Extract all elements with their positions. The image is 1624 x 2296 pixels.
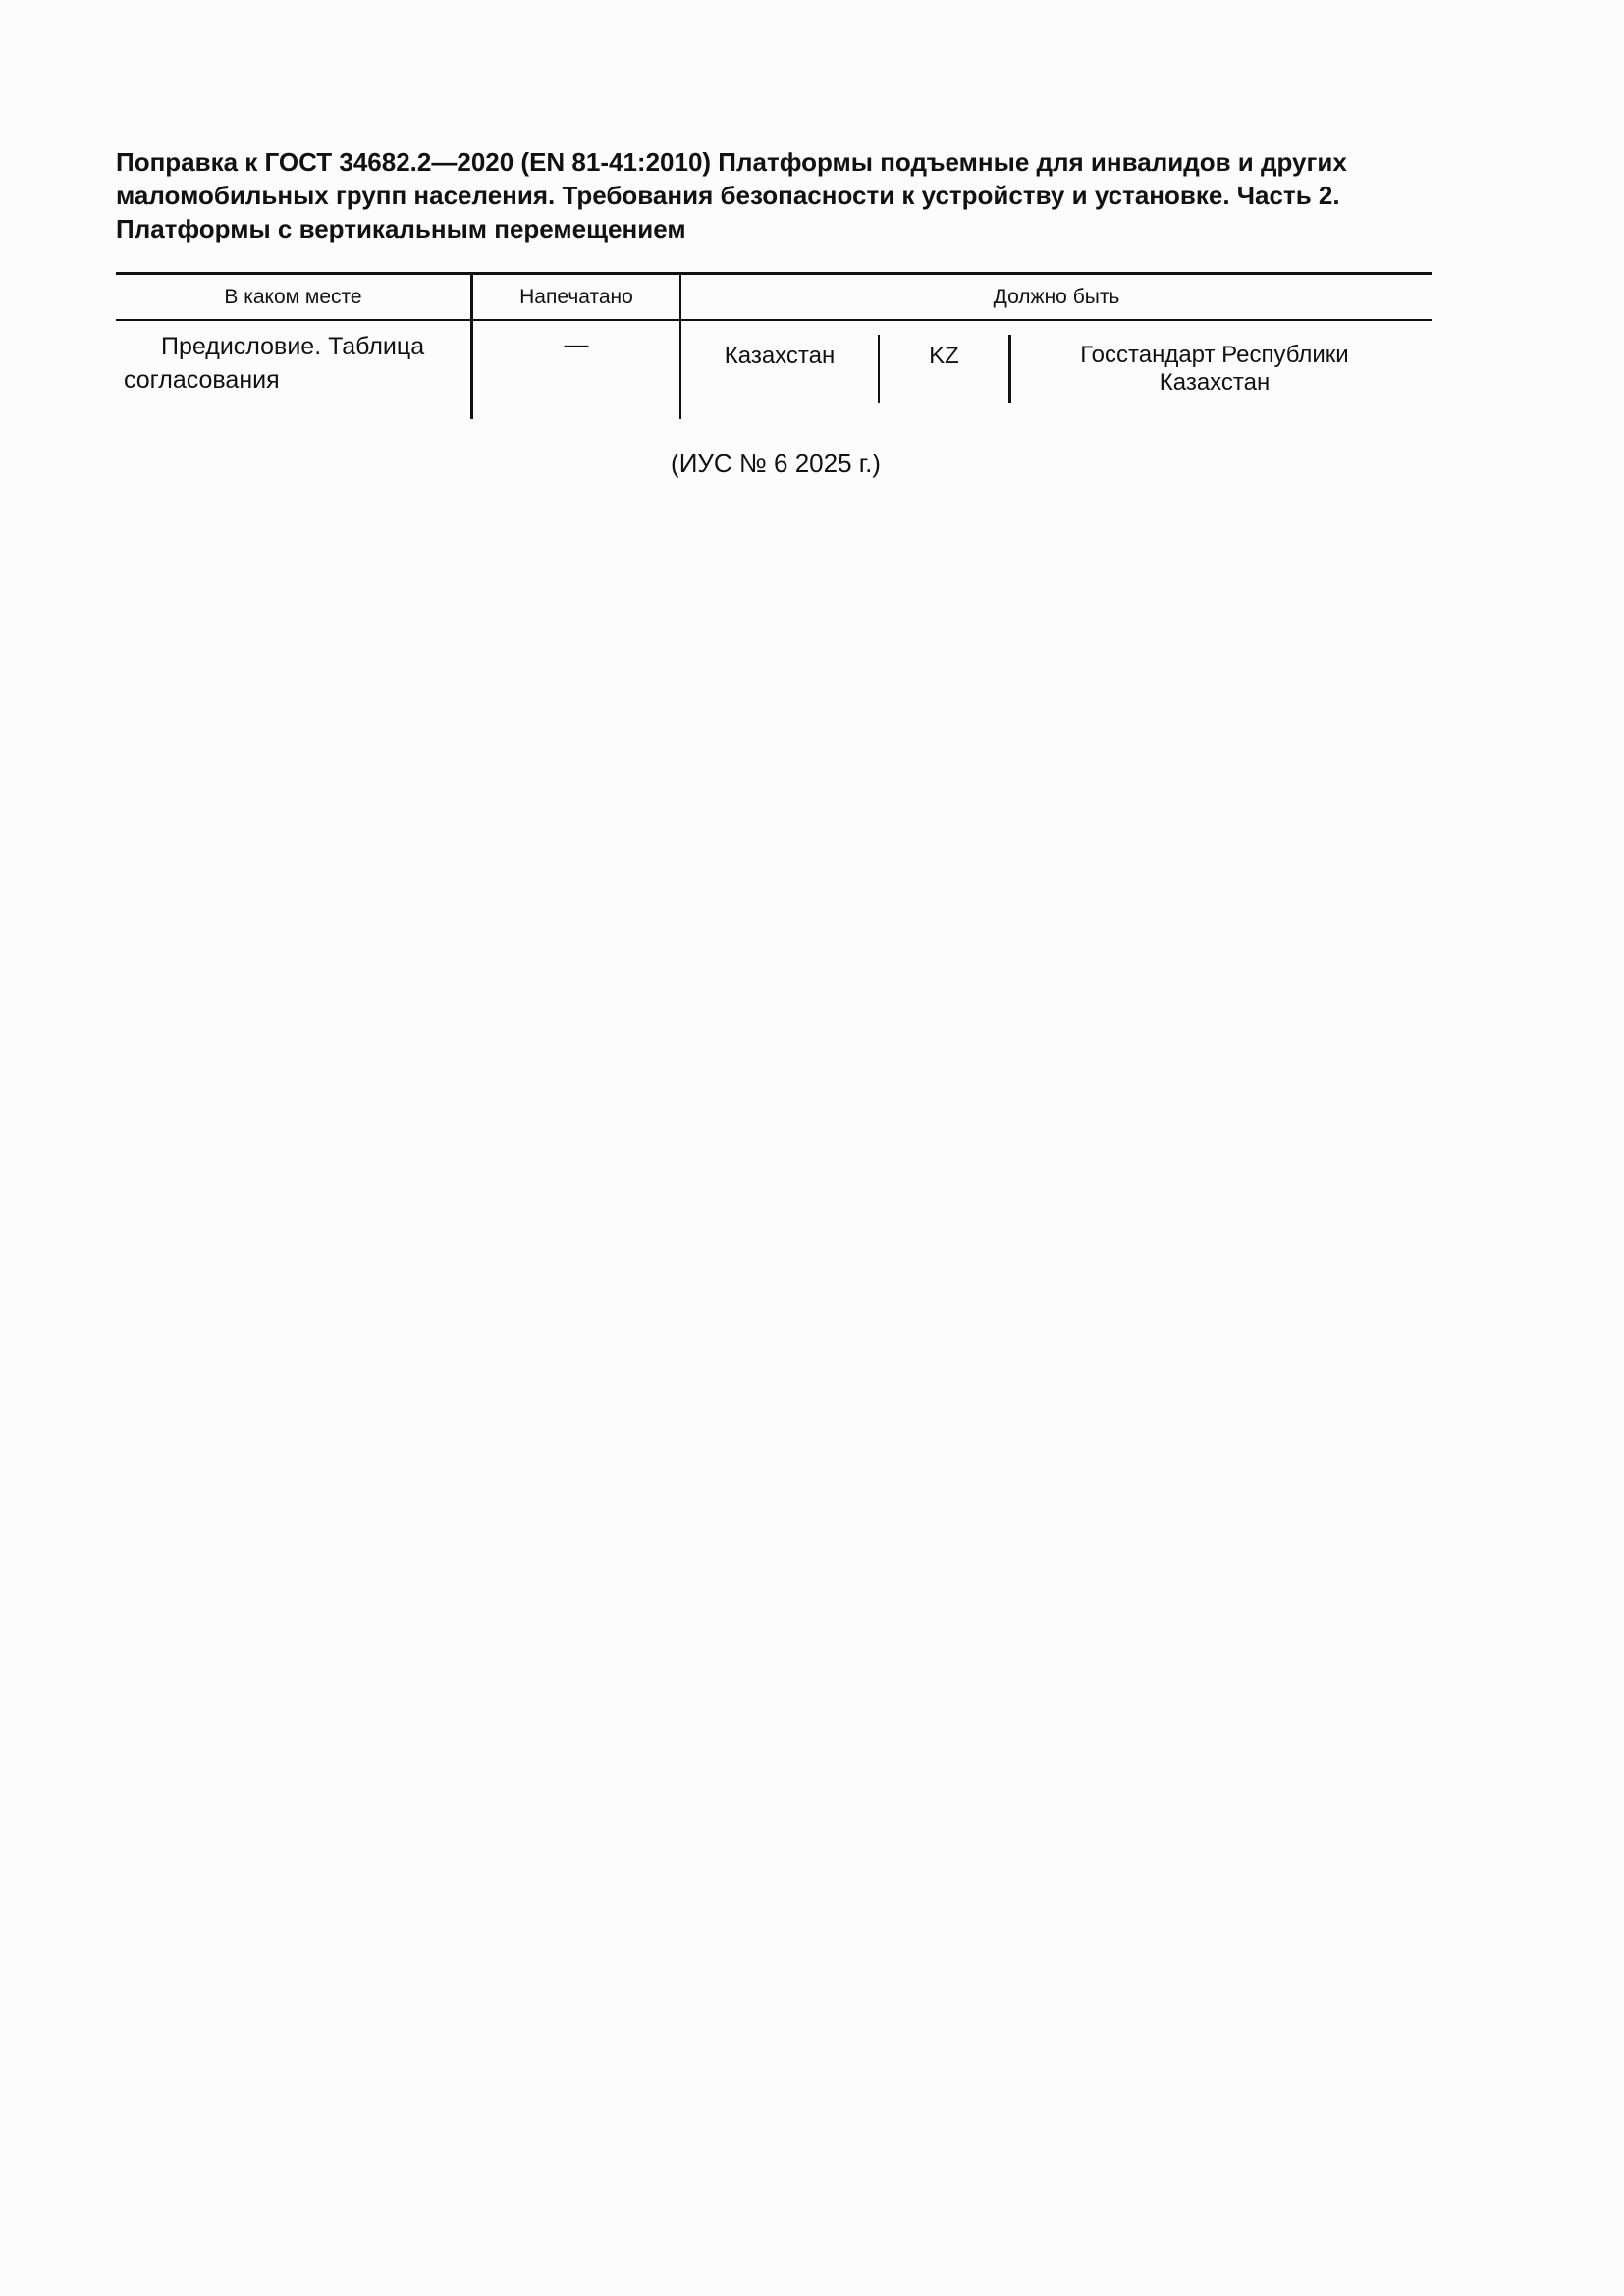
ius-reference: (ИУС № 6 2025 г.) [671,449,881,478]
cell-code: KZ [929,343,959,369]
document-title: Поправка к ГОСТ 34682.2—2020 (EN 81-41:2010) Платформы подъемные для инвалидов и других маломобильных групп населения. Требования безопасности к устройству и установке. Часть 2. Платформы с вертикальным перемещением [116,147,1347,243]
cell-body: Госстандарт Республики Казахстан [1080,342,1349,396]
header-place: В каком месте [224,286,362,308]
header-bottom-rule [116,319,1432,321]
cell-country: Казахстан [724,343,836,369]
subcolumn-divider-2 [1008,335,1011,403]
table-top-rule [116,272,1432,275]
cell-printed: — [564,331,589,358]
header-should-be: Должно быть [993,286,1120,308]
header-printed: Напечатано [519,286,633,308]
cell-place: Предисловие. Таблица согласования [124,333,425,394]
